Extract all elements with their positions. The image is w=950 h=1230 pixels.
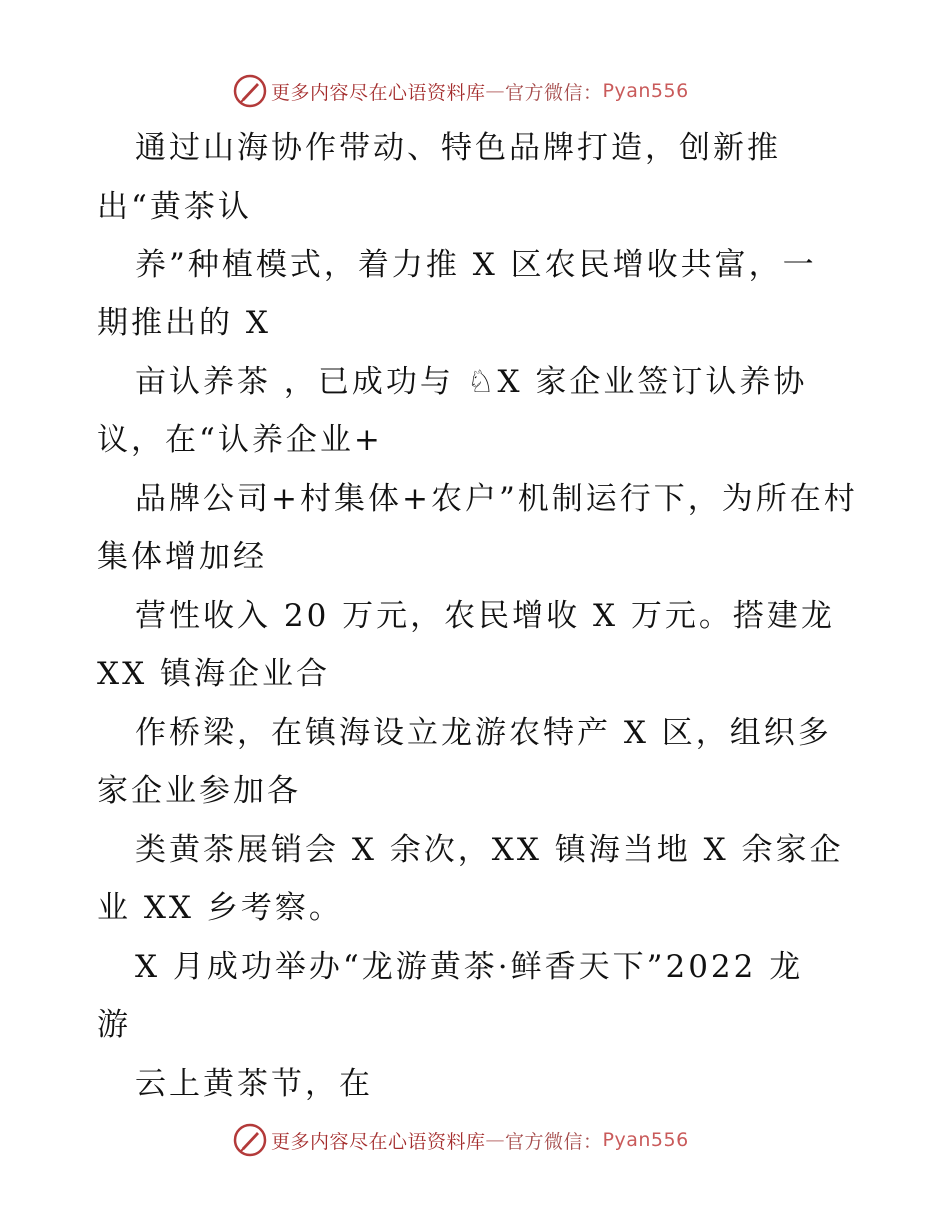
body-line: 业 XX 乡考察。 [97,890,343,926]
watermark-separator: — [485,80,506,102]
body-line: 营性收入 20 万元，农民增收 X 万元。搭建龙 [135,598,835,634]
body-line: 通过山海协作带动、特色品牌打造，创新推 [135,130,781,166]
body-line: XX 镇海企业合 [97,656,330,692]
watermark-text: 更多内容尽在心语资料库 [271,1130,486,1153]
watermark-official-label: 官方微信： [505,1130,603,1153]
body-line: 家企业参加各 [97,773,301,809]
watermark-wechat-id: Pyan556 [602,80,689,102]
body-line: 亩认养茶 ，已成功与 ♘X 家企业签订认养协 [135,364,808,400]
body-line: 议，在“认养企业+ [97,422,383,458]
quill-logo-icon [233,74,267,108]
quill-logo-icon [233,1123,267,1157]
watermark-text: 更多内容尽在心语资料库 [271,81,486,104]
footer-watermark [233,1120,689,1160]
body-line: 作桥梁，在镇海设立龙游农特产 X 区，组织多 [135,715,832,751]
body-line: 云上黄茶节，在 [135,1066,373,1102]
body-line: 期推出的 X [97,305,271,341]
header-watermark [233,71,689,111]
watermark-wechat-id: Pyan556 [602,1129,689,1151]
body-line: 品牌公司+村集体+农户”机制运行下，为所在村 [135,481,858,517]
watermark-official-label: 官方微信： [505,81,603,104]
body-line: 养”种植模式，着力推 X 区农民增收共富，一 [135,247,817,283]
watermark-separator: — [485,1129,506,1151]
body-line: 出“黄茶认 [97,189,252,225]
body-line: 类黄茶展销会 X 余次，XX 镇海当地 X 余家企 [135,832,844,868]
body-line: 集体增加经 [97,539,267,575]
body-line: 游 [97,1007,131,1043]
body-line: X 月成功举办“龙游黄茶·鲜香天下”2022 龙 [135,949,804,985]
